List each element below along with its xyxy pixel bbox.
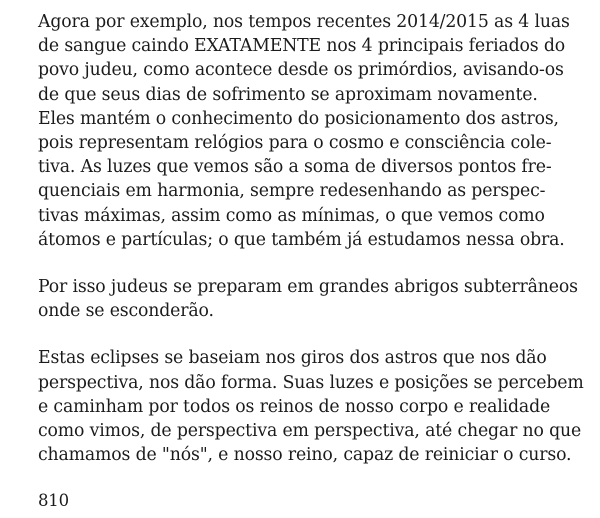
text-line: Agora por exemplo, nos tempos recentes 2014/2015 as 4 luas: [38, 12, 570, 32]
page-number: 810: [38, 491, 69, 510]
text-line: chamamos de "nós", e nosso reino, capaz de reiniciar o curso.: [38, 445, 572, 466]
text-line: de sangue caindo EXATAMENTE nos 4 principais feriados do: [38, 36, 565, 57]
text-line: Eles mantém o conhecimento do posicionamento dos astros,: [38, 108, 559, 129]
paragraph-2: [38, 275, 584, 323]
paragraph-3: [38, 346, 584, 467]
text-line: e caminham por todos os reinos de nosso corpo e realidade: [38, 396, 551, 417]
text-line: tivas máximas, assim como as mínimas, o que vemos como: [38, 205, 545, 226]
page-body: [38, 10, 584, 467]
text-line: como vimos, de perspectiva em perspectiva, até chegar no que: [38, 421, 582, 442]
text-line: quenciais em harmonia, sempre redesenhando as perspec-: [38, 181, 546, 202]
text-line: perspectiva, nos dão forma. Suas luzes e posições se percebem: [38, 372, 584, 393]
text-line: átomos e partículas; o que também já estudamos nessa obra.: [38, 229, 565, 250]
text-line: povo judeu, como acontece desde os primórdios, avisando-os: [38, 60, 564, 81]
text-line: tiva. As luzes que vemos são a soma de diversos pontos fre-: [38, 157, 552, 178]
text-line: onde se esconderão.: [38, 301, 214, 322]
text-line: pois representam relógios para o cosmo e consciência cole-: [38, 133, 552, 154]
text-line: Estas eclipses se baseiam nos giros dos astros que nos dão: [38, 348, 547, 369]
text-line: de que seus dias de sofrimento se aproximam novamente.: [38, 84, 538, 105]
text-line: Por isso judeus se preparam em grandes abrigos subterrâneos: [38, 277, 578, 298]
paragraph-1: [38, 10, 584, 252]
